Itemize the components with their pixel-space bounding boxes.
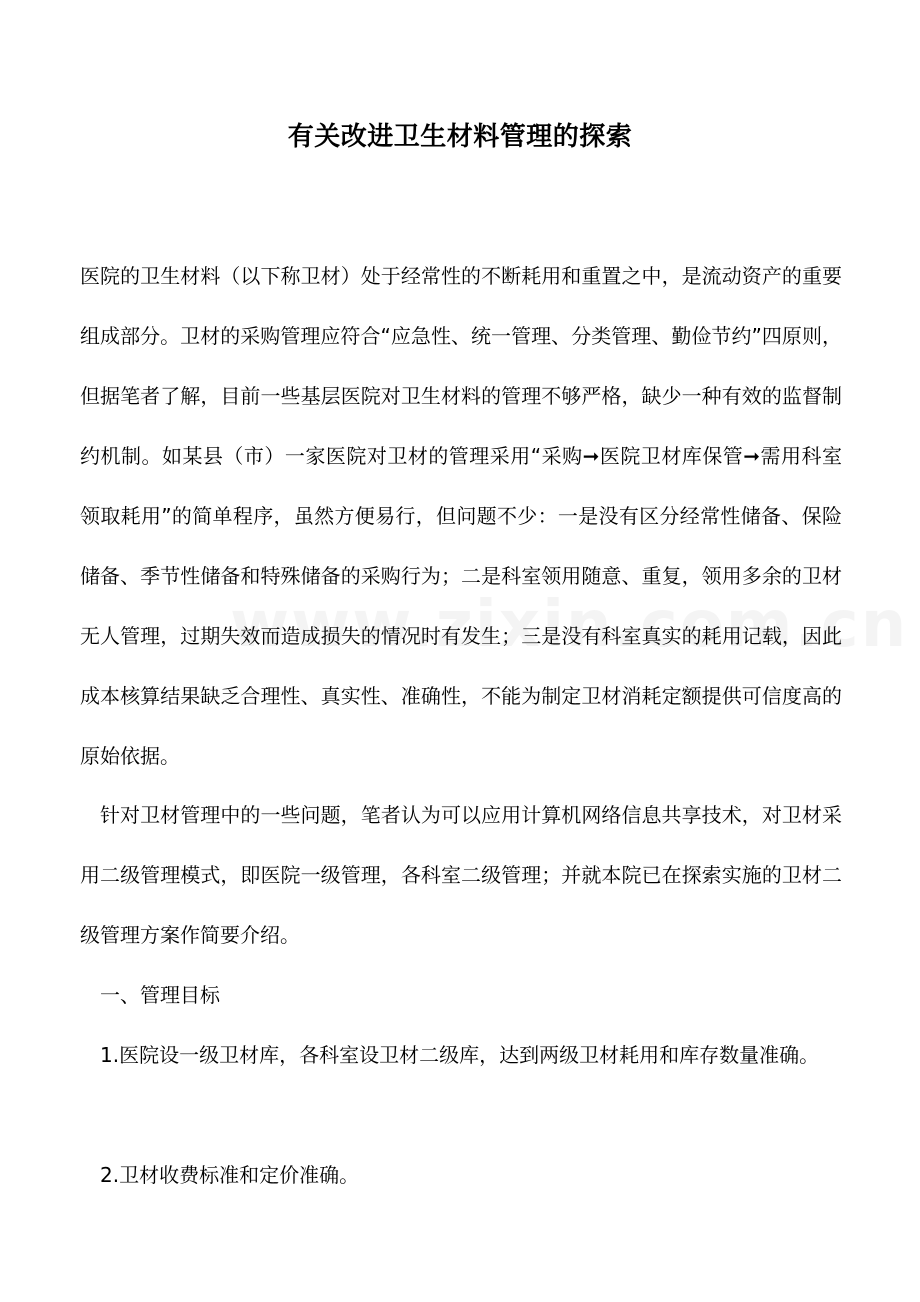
list-item-1: 1.医院设一级卫材库，各科室设卫材二级库，达到两级卫材耗用和库存数量准确。 bbox=[100, 1043, 820, 1067]
list-item-2: 2.卫材收费标准和定价准确。 bbox=[100, 1163, 360, 1187]
paragraph-proposal: 针对卫材管理中的一些问题，笔者认为可以应用计算机网络信息共享技术，对卫材采用二级管理模式，即医院一级管理，各科室二级管理；并就本院已在探索实施的卫材二级管理方案作简要介绍。 bbox=[80, 803, 842, 947]
section-heading-goals: 一、管理目标 bbox=[100, 983, 220, 1007]
paragraph-intro: 医院的卫生材料（以下称卫材）处于经常性的不断耗用和重置之中，是流动资产的重要组成部分。卫材的采购管理应符合“应急性、统一管理、分类管理、勤俭节约”四原则，但据笔者了解，目前一些基层医院对卫生材料的管理不够严格，缺少一种有效的监督制约机制。如某县（市）一家医院对卫材的管理采用“采购➞医院卫材库保管➞需用科室领取耗用”的简单程序，虽然方便易行，但问题不少：一是没有区分经常性储备、保险储备、季节性储备和特殊储备的采购行为；二是科室领用随意、重复，领用多余的卫材无人管理，过期失效而造成损失的情况时有发生；三是没有科室真实的耗用记载，因此成本核算结果缺乏合理性、真实性、准确性，不能为制定卫材消耗定额提供可信度高的原始依据。 bbox=[80, 264, 842, 768]
document-title: 有关改进卫生材料管理的探索 bbox=[287, 122, 633, 152]
